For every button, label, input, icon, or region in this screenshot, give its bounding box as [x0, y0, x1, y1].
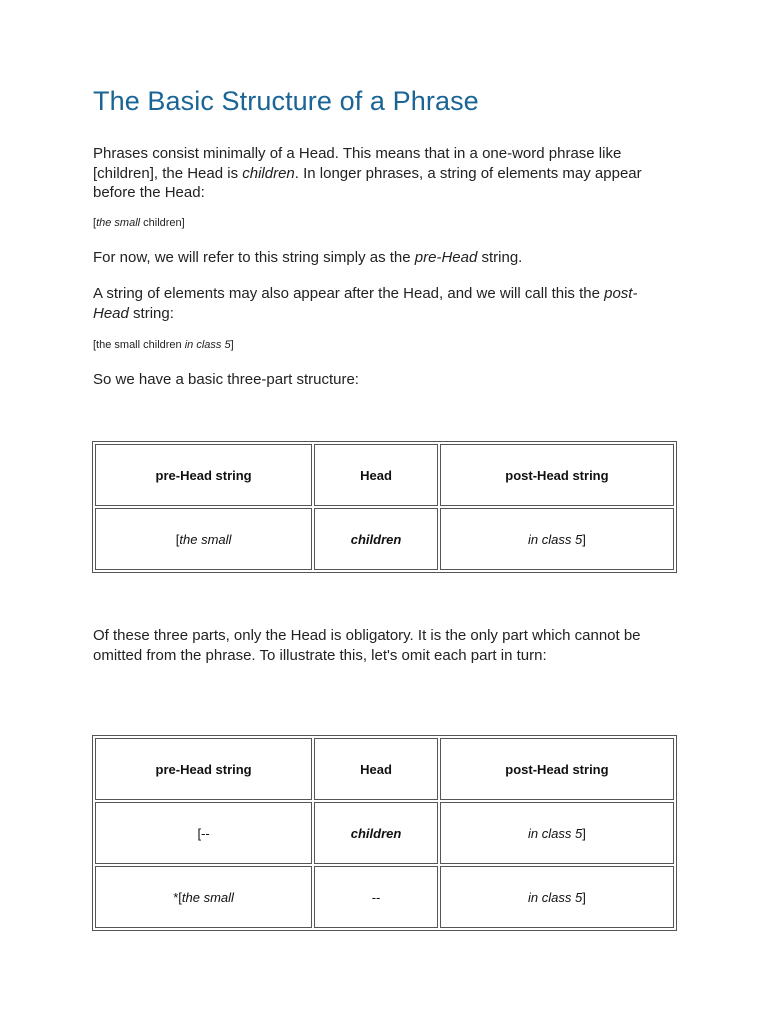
header-head: Head	[314, 444, 438, 506]
example-post-head-bracket: ]	[230, 339, 234, 351]
table-row	[95, 866, 674, 928]
paragraph-post-head-text: A string of elements may also appear after the Head, and we will call this the	[93, 285, 605, 302]
table-row	[95, 508, 674, 570]
cell-pre-head	[95, 866, 312, 928]
example-post-head-text: [the small children	[93, 339, 185, 351]
cell-pre-head	[95, 802, 312, 864]
cell-post-head-italic: in class 5	[528, 889, 583, 905]
cell-post-head	[440, 508, 674, 570]
cell-head	[314, 508, 438, 570]
cell-pre-head-bracket: [--	[197, 825, 210, 841]
example-pre-head	[93, 216, 185, 230]
cell-head	[314, 866, 438, 928]
cell-pre-head-bracket: [	[175, 531, 180, 547]
header-post-head: post-Head string	[440, 444, 674, 506]
header-pre-head: pre-Head string	[95, 738, 312, 800]
cell-head-text: children	[350, 531, 402, 547]
paragraph-post-head-italic: post-Head	[93, 285, 638, 322]
omission-table	[92, 735, 677, 931]
page-title: The Basic Structure of a Phrase	[93, 86, 479, 116]
paragraph-pre-head	[93, 248, 663, 268]
cell-pre-head-italic: the small	[181, 889, 234, 905]
cell-post-head	[440, 866, 674, 928]
paragraph-intro-text: Phrases consist minimally of a Head. This means that in a one-word phrase like [children], the Head is	[93, 145, 622, 182]
cell-pre-head-bracket: *[	[173, 889, 182, 905]
paragraph-pre-head-italic: pre-Head	[414, 249, 478, 266]
cell-head-text: --	[371, 889, 381, 905]
paragraph-pre-head-text-end: string.	[477, 249, 523, 266]
example-pre-head-italic: the small	[96, 217, 141, 229]
table-header-row	[95, 444, 674, 506]
cell-post-head-bracket: ]	[582, 825, 586, 841]
example-post-head-italic: in class 5	[184, 339, 231, 351]
paragraph-pre-head-text: For now, we will refer to this string simply as the	[93, 249, 415, 266]
cell-post-head-italic: in class 5	[528, 531, 583, 547]
table-row	[95, 802, 674, 864]
cell-head	[314, 802, 438, 864]
table-header-row	[95, 738, 674, 800]
header-post-head: post-Head string	[440, 738, 674, 800]
paragraph-obligatory: Of these three parts, only the Head is obligatory. It is the only part which cannot be omitted from the phrase. To illustrate this, let's omit each part in turn:	[93, 627, 641, 664]
cell-post-head-bracket: ]	[582, 889, 586, 905]
structure-table	[92, 441, 677, 573]
cell-post-head-italic: in class 5	[528, 825, 583, 841]
cell-post-head	[440, 802, 674, 864]
cell-head-text: children	[350, 825, 402, 841]
cell-pre-head-italic: the small	[179, 531, 232, 547]
paragraph-intro	[93, 144, 663, 203]
paragraph-intro-italic: children	[242, 164, 295, 182]
cell-post-head-bracket: ]	[582, 531, 586, 547]
example-post-head	[93, 338, 234, 352]
paragraph-post-head-text-end: string:	[128, 304, 174, 322]
paragraph-intro-text-end: . In longer phrases, a string of elements may appear before the Head:	[93, 164, 642, 201]
cell-pre-head	[95, 508, 312, 570]
example-pre-head-bracket: [	[93, 217, 97, 229]
paragraph-three-part: So we have a basic three-part structure:	[93, 371, 359, 388]
header-pre-head: pre-Head string	[95, 444, 312, 506]
example-pre-head-rest: children]	[140, 217, 185, 229]
header-head: Head	[314, 738, 438, 800]
paragraph-post-head	[93, 284, 663, 323]
